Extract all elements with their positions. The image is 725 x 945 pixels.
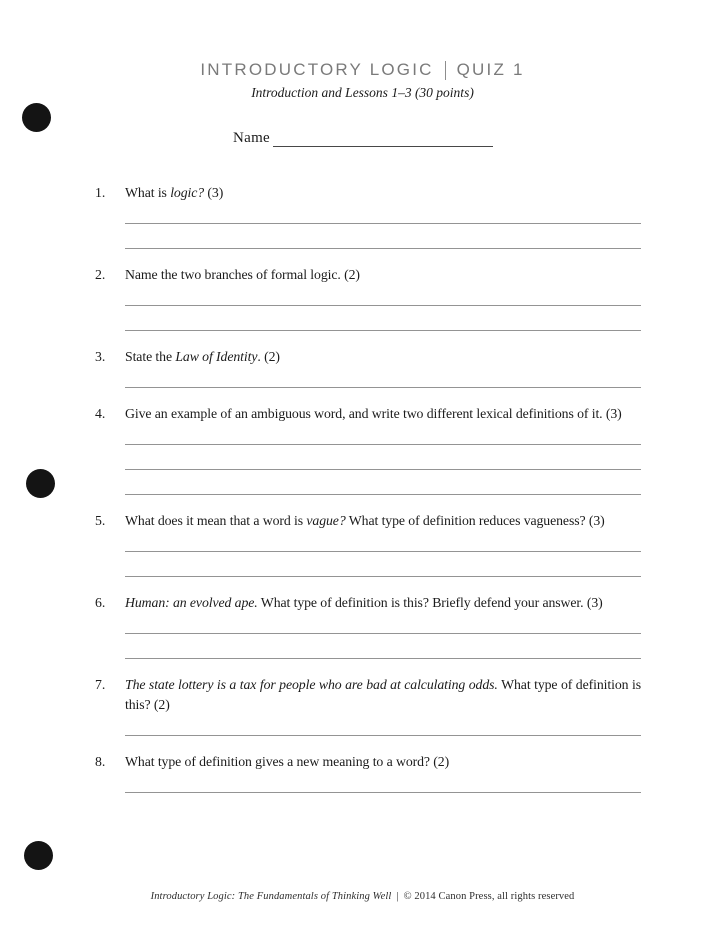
title-divider-bar (445, 61, 446, 80)
quiz-title-number: QUIZ 1 (456, 60, 525, 79)
question-7 (95, 675, 641, 736)
question-row (95, 752, 641, 772)
question-text (125, 347, 641, 367)
quiz-title-course: INTRODUCTORY LOGIC (200, 60, 434, 79)
question-text (125, 404, 641, 424)
answer-lines (125, 429, 641, 495)
answer-line[interactable] (125, 224, 641, 249)
question-text-plain: . (2) (257, 349, 280, 364)
question-text-plain: Name the two branches of formal logic. (2) (125, 267, 360, 282)
question-text-plain: What does it mean that a word is (125, 513, 307, 528)
question-text-plain: What is (125, 185, 171, 200)
question-2 (95, 265, 641, 331)
question-text-plain: What type of definition reduces vagueness? (3) (345, 513, 605, 528)
question-4 (95, 404, 641, 495)
question-text-plain: What type of definition is this? Briefly defend your answer. (3) (257, 595, 603, 610)
question-row (95, 347, 641, 367)
question-row (95, 265, 641, 285)
hole-punch-dot (24, 841, 53, 870)
question-1 (95, 183, 641, 249)
question-number: 6. (95, 595, 106, 610)
answer-line[interactable] (125, 536, 641, 552)
answer-line[interactable] (125, 372, 641, 388)
question-number: 7. (95, 677, 106, 692)
question-text (125, 593, 641, 613)
question-number: 4. (95, 406, 106, 421)
name-input-line[interactable] (273, 132, 493, 147)
answer-lines (125, 290, 641, 331)
question-text-italic: vague? (306, 513, 346, 528)
question-row (95, 404, 641, 424)
answer-lines (125, 777, 641, 793)
question-text-plain: State the (125, 349, 176, 364)
hole-punch-dot (26, 469, 55, 498)
question-text-plain: What type of definition gives a new meaning to a word? (2) (125, 754, 450, 769)
footer (0, 891, 725, 902)
question-text (125, 265, 641, 285)
answer-lines (125, 618, 641, 659)
footer-divider: | (396, 891, 399, 902)
answer-line[interactable] (125, 470, 641, 495)
quiz-title (0, 60, 725, 80)
answer-lines (125, 536, 641, 577)
question-number: 3. (95, 349, 106, 364)
question-8 (95, 752, 641, 793)
answer-line[interactable] (125, 429, 641, 445)
question-number: 2. (95, 267, 106, 282)
quiz-header (0, 60, 725, 101)
answer-line[interactable] (125, 290, 641, 306)
answer-line[interactable] (125, 618, 641, 634)
footer-book-title: Introductory Logic: The Fundamentals of Thinking Well (150, 891, 392, 902)
name-label: Name (233, 130, 271, 146)
question-number: 1. (95, 185, 106, 200)
question-5 (95, 511, 641, 577)
answer-line[interactable] (125, 445, 641, 470)
answer-lines (125, 208, 641, 249)
question-text-italic: Law of Identity (175, 349, 258, 364)
question-3 (95, 347, 641, 388)
answer-line[interactable] (125, 634, 641, 659)
question-text (125, 183, 641, 203)
question-number: 5. (95, 513, 106, 528)
question-row (95, 183, 641, 203)
question-text-italic: logic? (170, 185, 205, 200)
question-row (95, 593, 641, 613)
answer-line[interactable] (125, 208, 641, 224)
question-number: 8. (95, 754, 106, 769)
question-text-italic: The state lottery is a tax for people who are bad at calculating odds. (125, 677, 498, 692)
answer-lines (125, 720, 641, 736)
answer-line[interactable] (125, 306, 641, 331)
question-text (125, 511, 641, 531)
quiz-subtitle: Introduction and Lessons 1–3 (30 points) (251, 85, 474, 100)
answer-lines (125, 372, 641, 388)
question-text (125, 675, 641, 715)
questions-list (95, 183, 641, 809)
hole-punch-dot (22, 103, 51, 132)
question-text (125, 752, 641, 772)
answer-line[interactable] (125, 552, 641, 577)
question-6 (95, 593, 641, 659)
name-row (233, 130, 493, 147)
question-text-italic: Human: an evolved ape. (125, 595, 258, 610)
question-row (95, 675, 641, 715)
question-text-plain: What type of definition is this? (2) (125, 677, 641, 712)
question-row (95, 511, 641, 531)
question-text-plain: (3) (204, 185, 224, 200)
answer-line[interactable] (125, 777, 641, 793)
answer-line[interactable] (125, 720, 641, 736)
footer-copyright: © 2014 Canon Press, all rights reserved (403, 891, 575, 902)
question-text-plain: Give an example of an ambiguous word, and write two different lexical definitions of it. (3) (125, 406, 622, 421)
